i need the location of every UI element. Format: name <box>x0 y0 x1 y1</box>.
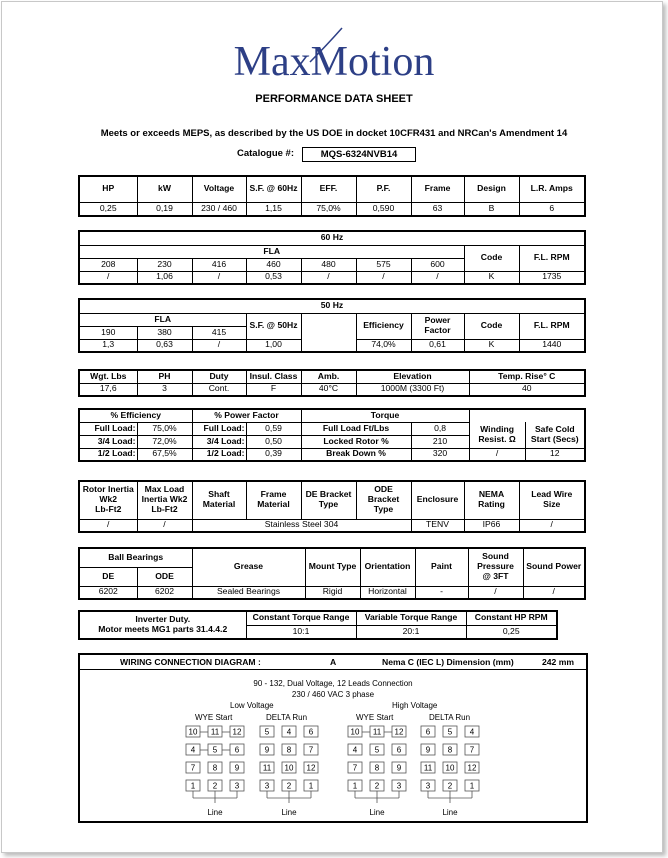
header-line: Type <box>373 504 394 515</box>
nema-value: 242 mm <box>542 657 575 667</box>
spec-value: 6 <box>519 202 585 216</box>
efficiency-torque-table <box>78 408 586 462</box>
grease-value: Sealed Bearings <box>192 586 305 599</box>
torque-value: 320 <box>411 448 469 461</box>
spec-header: Design <box>464 176 519 202</box>
low-voltage-label: Low Voltage <box>230 701 274 710</box>
winding-header <box>469 422 525 448</box>
brand-logo <box>0 38 668 86</box>
physical-value: 1000M (3300 Ft) <box>356 383 469 396</box>
winding-label-2: Resist. Ω <box>478 433 516 444</box>
fla-header: FLA <box>79 245 464 258</box>
terminal-number: 1 <box>190 781 196 791</box>
mount-header: Mount Type <box>305 548 360 586</box>
physical-header: Insul. Class <box>246 370 301 383</box>
safe-cold-header <box>525 422 585 448</box>
ball-bearings-header: Ball Bearings <box>79 548 192 567</box>
physical-value: 17,6 <box>79 383 137 396</box>
low-delta-label: DELTA Run <box>266 713 308 722</box>
terminal-number: 2 <box>212 781 218 791</box>
paint-header: Paint <box>415 548 468 586</box>
line-label: Line <box>281 808 297 817</box>
terminal-number: 3 <box>396 781 402 791</box>
fla-header: FLA <box>79 313 246 326</box>
freq-60hz-title: 60 Hz <box>79 231 585 245</box>
header-line: ODE Bracket <box>367 484 400 505</box>
mount-value: Rigid <box>305 586 360 599</box>
sp-label-2: Pressure <box>477 561 514 572</box>
power-factor-value: 0,59 <box>246 422 301 435</box>
terminal-number: 1 <box>469 781 475 791</box>
torque-value: 0,8 <box>411 422 469 435</box>
variable-torque-header: Variable Torque Range <box>356 611 466 625</box>
spec-value: 75,0% <box>301 202 356 216</box>
material-header <box>356 481 411 519</box>
terminal-number: 3 <box>264 781 270 791</box>
terminal-number: 4 <box>469 727 475 737</box>
bearings-table <box>78 547 586 600</box>
terminal-number: 11 <box>372 727 382 737</box>
terminal-number: 1 <box>352 781 358 791</box>
amps-cell: / <box>192 271 246 284</box>
terminal-number: 6 <box>234 745 240 755</box>
header-line: Inertia Wk2 <box>141 494 188 505</box>
sf-50hz-value: 1,00 <box>246 339 301 352</box>
orientation-header: Orientation <box>360 548 415 586</box>
rotor-inertia-value: / <box>79 519 137 532</box>
physical-value: 40 <box>469 383 585 396</box>
terminal-number: 7 <box>190 763 196 773</box>
spec-header: kW <box>137 176 192 202</box>
header-line: Shaft <box>208 489 230 500</box>
safe-cold-value: 12 <box>525 448 585 461</box>
fla-60hz-table <box>78 230 586 285</box>
torque-value: 210 <box>411 435 469 448</box>
brand-name: MaxMotion <box>233 39 435 85</box>
winding-label-1: Winding <box>480 423 514 434</box>
material-value: Stainless Steel 304 <box>192 519 411 532</box>
terminal-number: 9 <box>425 745 431 755</box>
amps-cell: / <box>79 271 137 284</box>
terminal-number: 11 <box>423 763 433 773</box>
material-header <box>137 481 192 519</box>
terminal-number: 6 <box>396 745 402 755</box>
terminal-number: 8 <box>286 745 292 755</box>
ode-header: ODE <box>137 567 192 586</box>
terminal-number: 10 <box>445 763 455 773</box>
efficiency-value: 74,0% <box>356 339 411 352</box>
line-label: Line <box>369 808 385 817</box>
voltage-cell: 190 <box>79 326 137 339</box>
header-line: Enclosure <box>416 494 459 505</box>
grease-header: Grease <box>192 548 305 586</box>
material-header <box>464 481 519 519</box>
spec-header: P.F. <box>356 176 411 202</box>
orientation-value: Horizontal <box>360 586 415 599</box>
header-line: Type <box>318 499 339 510</box>
header-line: Material <box>202 499 236 510</box>
meps-statement: Meets or exceeds MEPS, as described by the US DOE in docket 10CFR431 and NRCan's Amendment 14 <box>100 128 568 139</box>
header-line: Wk2 <box>99 494 118 505</box>
terminal-number: 7 <box>469 745 475 755</box>
rpm-value: 1735 <box>519 271 585 284</box>
terminal-number: 9 <box>396 763 402 773</box>
inverter-duty-cell <box>79 611 246 639</box>
spec-header: L.R. Amps <box>519 176 585 202</box>
voltage-cell: 460 <box>246 258 301 271</box>
wiring-header <box>80 655 586 670</box>
physical-header: Elevation <box>356 370 469 383</box>
voltage-cell: 575 <box>356 258 411 271</box>
torque-label: Locked Rotor % <box>301 435 411 448</box>
spec-header: EFF. <box>301 176 356 202</box>
rpm-header: F.L. RPM <box>519 245 585 271</box>
terminal-number: 10 <box>188 727 198 737</box>
wiring-label: WIRING CONNECTION DIAGRAM : <box>120 657 261 667</box>
line-label: Line <box>442 808 458 817</box>
terminal-number: 1 <box>308 781 314 791</box>
high-delta-label: DELTA Run <box>429 713 471 722</box>
terminal-number: 11 <box>262 763 272 773</box>
spec-value: 1,15 <box>246 202 301 216</box>
amps-cell: / <box>411 271 464 284</box>
winding-value: / <box>469 448 525 461</box>
power-factor-header <box>411 313 464 339</box>
terminal-number: 5 <box>447 727 453 737</box>
spec-value: 63 <box>411 202 464 216</box>
terminal-number: 7 <box>352 763 358 773</box>
wiring-line1: 90 - 132, Dual Voltage, 12 Leads Connection <box>253 679 413 688</box>
terminal-number: 11 <box>210 727 220 737</box>
spec-value: 230 / 460 <box>192 202 246 216</box>
physical-header: PH <box>137 370 192 383</box>
voltage-cell: 600 <box>411 258 464 271</box>
physical-header: Wgt. Lbs <box>79 370 137 383</box>
physical-header: Temp. Rise° C <box>469 370 585 383</box>
material-header <box>246 481 301 519</box>
page-title: PERFORMANCE DATA SHEET <box>255 93 413 105</box>
amps-cell: 0,53 <box>246 271 301 284</box>
amps-cell: 1,06 <box>137 271 192 284</box>
nema-label: Nema C (IEC L) Dimension (mm) <box>382 657 514 667</box>
spec-header: Frame <box>411 176 464 202</box>
load-label: 3/4 Load: <box>79 435 137 448</box>
constant-hp-header: Constant HP RPM <box>466 611 557 625</box>
voltage-cell: 415 <box>192 326 246 339</box>
voltage-cell: 380 <box>137 326 192 339</box>
constant-hp-value: 0,25 <box>466 625 557 639</box>
terminal-number: 5 <box>264 727 270 737</box>
terminal-number: 4 <box>352 745 358 755</box>
power-factor-value: 0,50 <box>246 435 301 448</box>
blank-cell <box>301 313 356 352</box>
spec-header: S.F. @ 60Hz <box>246 176 301 202</box>
voltage-cell: 416 <box>192 258 246 271</box>
power-factor-value: 0,61 <box>411 339 464 352</box>
load-label: Full Load: <box>79 422 137 435</box>
amps-cell: / <box>356 271 411 284</box>
lead-wire-value: / <box>519 519 585 532</box>
physical-value: 3 <box>137 383 192 396</box>
sound-pressure-header <box>468 548 523 586</box>
physical-header: Duty <box>192 370 246 383</box>
sound-power-value: / <box>523 586 585 599</box>
catalogue-label: Catalogue #: <box>237 148 295 159</box>
material-header <box>301 481 356 519</box>
efficiency-value: 75,0% <box>137 422 192 435</box>
code-value: K <box>464 339 519 352</box>
low-wye-label: WYE Start <box>195 713 233 722</box>
constant-torque-value: 10:1 <box>246 625 356 639</box>
header-line: Size <box>543 499 561 510</box>
terminal-number: 12 <box>232 727 242 737</box>
inverter-duty-label: Inverter Duty. <box>135 614 191 625</box>
terminal-number: 8 <box>447 745 453 755</box>
spec-value: 0,19 <box>137 202 192 216</box>
load-label: 1/2 Load: <box>79 448 137 461</box>
header-line: Lb-Ft2 <box>151 504 178 515</box>
wiring-letter: A <box>330 657 337 667</box>
mg1-label: Motor meets MG1 parts 31.4.4.2 <box>98 624 228 634</box>
physical-value: Cont. <box>192 383 246 396</box>
torque-label: Full Load Ft/Lbs <box>301 422 411 435</box>
terminal-number: 10 <box>350 727 360 737</box>
code-header: Code <box>464 245 519 271</box>
terminal-number: 7 <box>308 745 314 755</box>
material-header <box>192 481 246 519</box>
material-header <box>411 481 464 519</box>
code-header: Code <box>464 313 519 339</box>
terminal-number: 9 <box>234 763 240 773</box>
efficiency-header: Efficiency <box>356 313 411 339</box>
terminal-number: 4 <box>190 745 196 755</box>
materials-table <box>78 480 586 533</box>
sound-power-header: Sound Power <box>523 548 585 586</box>
material-header <box>519 481 585 519</box>
efficiency-value: 72,0% <box>137 435 192 448</box>
terminal-number: 5 <box>212 745 218 755</box>
amps-cell: / <box>301 271 356 284</box>
sp-label-3: @ 3FT <box>482 571 509 582</box>
terminal-number: 12 <box>467 763 477 773</box>
safe-label-1: Safe Cold <box>534 423 575 434</box>
torque-label: Break Down % <box>301 448 411 461</box>
amps-cell: 1,3 <box>79 339 137 352</box>
efficiency-value: 67,5% <box>137 448 192 461</box>
terminal-number: 8 <box>212 763 218 773</box>
spec-value: 0,25 <box>79 202 137 216</box>
blank-cell <box>469 409 585 422</box>
material-header <box>79 481 137 519</box>
header-line: Rating <box>478 499 505 510</box>
power-factor-header: % Power Factor <box>192 409 301 422</box>
freq-50hz-title: 50 Hz <box>79 299 585 313</box>
high-wye-label: WYE Start <box>356 713 394 722</box>
sp-label-1: Sound <box>482 551 509 562</box>
wiring-diagram <box>78 653 588 823</box>
voltage-cell: 480 <box>301 258 356 271</box>
terminal-number: 2 <box>447 781 453 791</box>
terminal-number: 5 <box>374 745 380 755</box>
wiring-line2: 230 / 460 VAC 3 phase <box>291 690 375 699</box>
pf-label-2: Factor <box>424 325 451 335</box>
physical-value: F <box>246 383 301 396</box>
terminal-number: 6 <box>425 727 431 737</box>
header-line: Frame <box>260 489 287 500</box>
logo-swoosh-icon <box>306 26 346 66</box>
rpm-value: 1440 <box>519 339 585 352</box>
terminal-number: 2 <box>286 781 292 791</box>
header-line: DE Bracket <box>305 489 352 500</box>
spec-value: B <box>464 202 519 216</box>
amps-cell: 0,63 <box>137 339 192 352</box>
terminal-number: 9 <box>264 745 270 755</box>
header-line: Lead Wire <box>531 489 573 500</box>
amps-cell: / <box>192 339 246 352</box>
load-label: 1/2 Load: <box>192 448 246 461</box>
terminal-number: 3 <box>425 781 431 791</box>
spec-value: 0,590 <box>356 202 411 216</box>
ode-value: 6202 <box>137 586 192 599</box>
catalogue-number: MQS-6324NVB14 <box>302 147 416 162</box>
constant-torque-header: Constant Torque Range <box>246 611 356 625</box>
nema-value: IP66 <box>464 519 519 532</box>
terminal-number: 3 <box>234 781 240 791</box>
physical-value: 40°C <box>301 383 356 396</box>
power-factor-value: 0,39 <box>246 448 301 461</box>
sf-50hz-header: S.F. @ 50Hz <box>246 313 301 339</box>
high-voltage-label: High Voltage <box>392 701 438 710</box>
pf-label-1: Power <box>424 315 451 326</box>
safe-label-2: Start (Secs) <box>530 433 579 444</box>
header-line: NEMA <box>478 489 505 500</box>
de-header: DE <box>79 567 137 586</box>
paint-value: - <box>415 586 468 599</box>
voltage-cell: 230 <box>137 258 192 271</box>
header-line: Lb-Ft2 <box>95 504 122 515</box>
terminal-number: 10 <box>284 763 294 773</box>
enclosure-value: TENV <box>411 519 464 532</box>
voltage-cell: 208 <box>79 258 137 271</box>
inverter-table <box>78 610 558 640</box>
terminal-number: 12 <box>394 727 404 737</box>
physical-specs-table <box>78 369 586 397</box>
de-value: 6202 <box>79 586 137 599</box>
spec-header: Voltage <box>192 176 246 202</box>
fla-50hz-table <box>78 298 586 353</box>
header-line: Rotor Inertia <box>82 484 134 495</box>
code-value: K <box>464 271 519 284</box>
terminal-diagram <box>80 669 586 821</box>
physical-header: Amb. <box>301 370 356 383</box>
load-label: 3/4 Load: <box>192 435 246 448</box>
max-load-inertia-value: / <box>137 519 192 532</box>
header-line: Max Load <box>144 484 185 495</box>
terminal-number: 4 <box>286 727 292 737</box>
sound-pressure-value: / <box>468 586 523 599</box>
general-specs-table <box>78 175 586 217</box>
terminal-number: 2 <box>374 781 380 791</box>
header-line: Material <box>257 499 290 510</box>
terminal-number: 12 <box>306 763 316 773</box>
efficiency-header: % Efficiency <box>79 409 192 422</box>
spec-header: HP <box>79 176 137 202</box>
variable-torque-value: 20:1 <box>356 625 466 639</box>
line-label: Line <box>207 808 223 817</box>
rpm-header: F.L. RPM <box>519 313 585 339</box>
torque-header: Torque <box>301 409 469 422</box>
load-label: Full Load: <box>192 422 246 435</box>
terminal-number: 6 <box>308 727 314 737</box>
terminal-number: 8 <box>374 763 380 773</box>
